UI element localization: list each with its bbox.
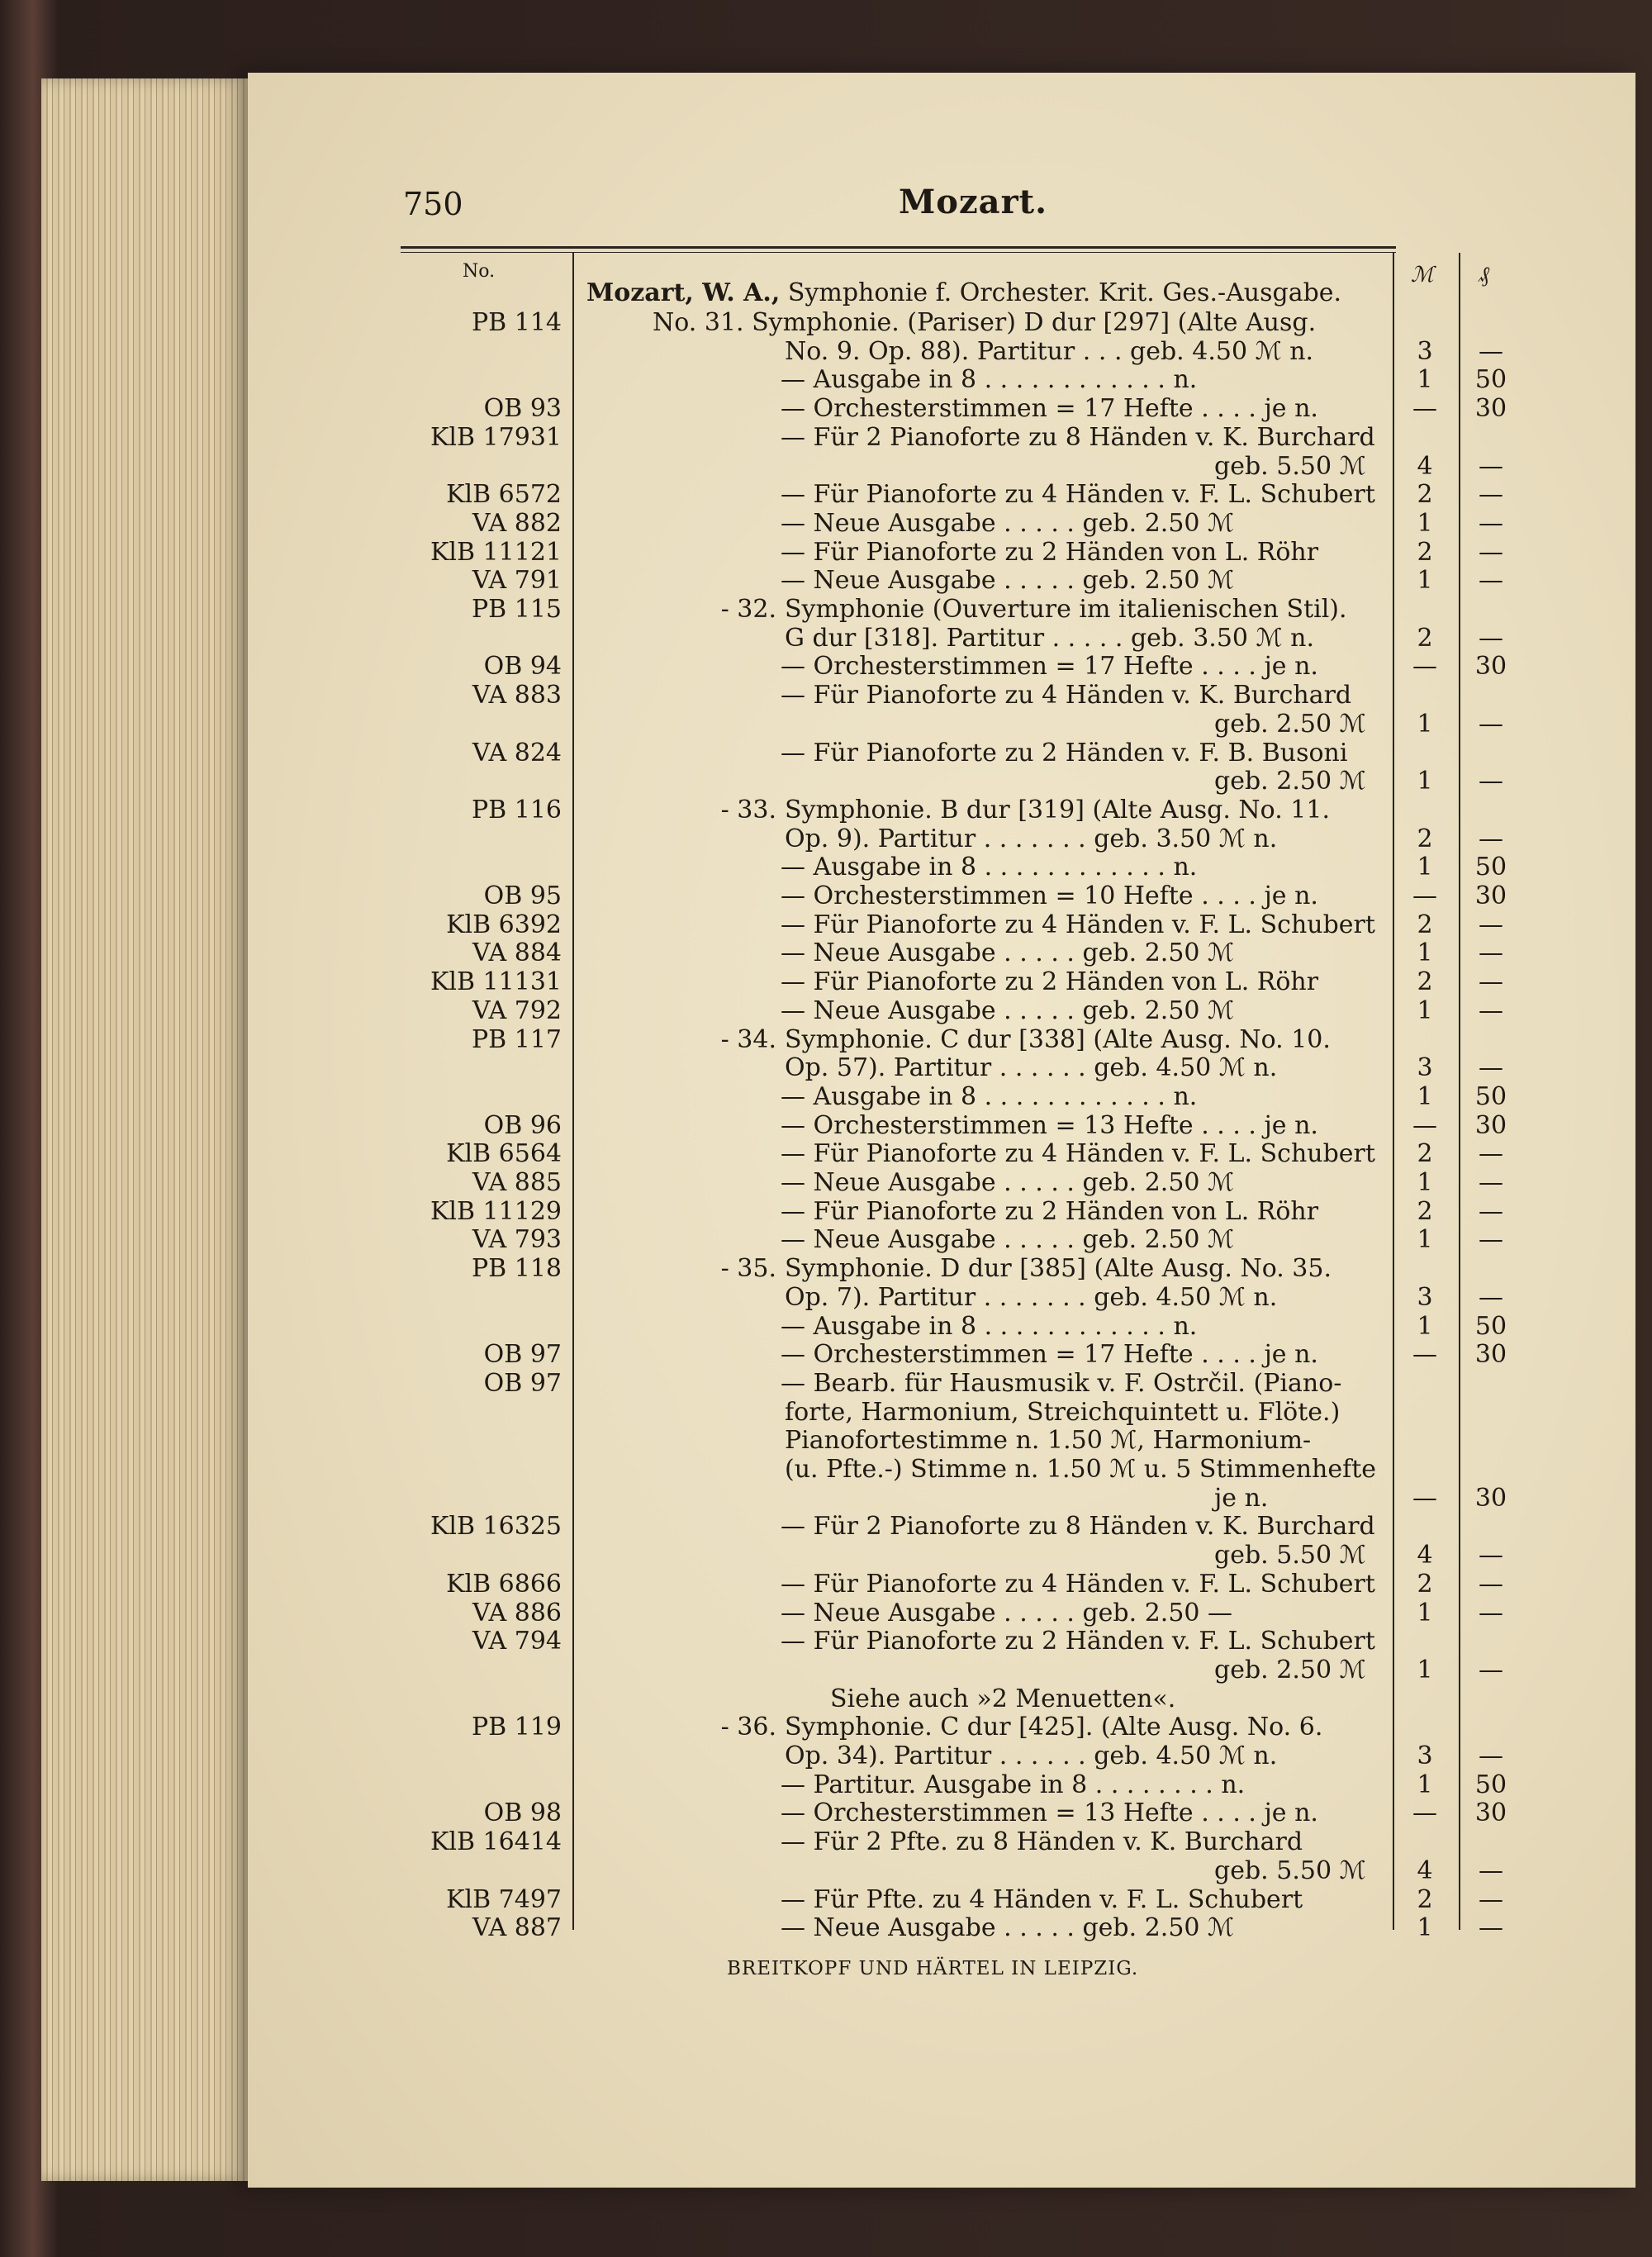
price-mark: 1 <box>1417 767 1433 796</box>
price-mark: 3 <box>1417 1053 1433 1082</box>
price-mark: 2 <box>1417 910 1433 939</box>
price-mark: 4 <box>1417 452 1433 481</box>
entry-description: — Für Pianoforte zu 2 Händen von L. Röhr <box>781 538 1319 567</box>
catalog-number: VA 883 <box>472 681 562 710</box>
symphony-number: - 36. <box>720 1713 776 1741</box>
column-header-pf: ₰ <box>1479 263 1489 287</box>
entry-description: G dur [318]. Partitur . . . . . geb. 3.50 ℳ n. <box>785 624 1315 653</box>
composer-name: Mozart, W. A., <box>586 278 781 307</box>
catalog-number: KlB 11121 <box>430 538 562 567</box>
entry-description: — Für Pianoforte zu 4 Händen v. F. L. Schubert <box>781 1570 1375 1599</box>
price-pfennig: 30 <box>1474 1798 1507 1827</box>
price-pfennig: — <box>1479 1139 1503 1168</box>
entry-description: — Ausgabe in 8 . . . . . . . . . . . . n. <box>781 1312 1198 1341</box>
price-pfennig: — <box>1479 1225 1503 1254</box>
entry-description: (u. Pfte.-) Stimme n. 1.50 ℳ u. 5 Stimmenhefte <box>785 1455 1377 1484</box>
price-pfennig: — <box>1479 1741 1503 1770</box>
price-pfennig: 30 <box>1474 881 1507 910</box>
catalog-number: OB 96 <box>483 1111 562 1140</box>
price-mark: — <box>1412 1111 1437 1140</box>
price-mark: — <box>1412 652 1437 681</box>
catalog-number: KlB 16414 <box>430 1827 562 1856</box>
price-pfennig: — <box>1479 1053 1503 1082</box>
price-mark: 1 <box>1417 365 1433 394</box>
entry-description: geb. 5.50 ℳ <box>1214 1541 1366 1570</box>
catalog-number: PB 118 <box>471 1254 562 1283</box>
entry-description: Symphonie. C dur [338] (Alte Ausg. No. 10. <box>785 1025 1331 1054</box>
catalog-number: VA 794 <box>472 1627 562 1656</box>
heading-text: Symphonie f. Orchester. Krit. Ges.-Ausgabe. <box>787 278 1342 307</box>
entry-description: No. 9. Op. 88). Partitur . . . geb. 4.50 ℳ n. <box>785 337 1314 366</box>
catalog-number: VA 793 <box>472 1225 562 1254</box>
entry-description: — Für Pianoforte zu 2 Händen v. F. B. Busoni <box>781 739 1348 767</box>
entry-description: — Neue Ausgabe . . . . . geb. 2.50 ℳ <box>781 1913 1235 1942</box>
symphony-number: - 34. <box>720 1025 776 1054</box>
price-mark: 2 <box>1417 1139 1433 1168</box>
catalog-number: KlB 7497 <box>446 1885 562 1914</box>
price-pfennig: 50 <box>1474 1770 1507 1799</box>
price-pfennig: — <box>1479 710 1503 739</box>
entry-description: Symphonie (Ouverture im italienischen Stil). <box>785 595 1347 624</box>
price-pfennig: — <box>1479 452 1503 481</box>
entry-description: Op. 57). Partitur . . . . . . geb. 4.50 ℳ n. <box>785 1053 1278 1082</box>
catalog-number: PB 119 <box>471 1713 562 1741</box>
entry-description: — Neue Ausgabe . . . . . geb. 2.50 ℳ <box>781 996 1235 1025</box>
entry-description: — Für Pianoforte zu 4 Händen v. F. L. Schubert <box>781 910 1375 939</box>
entry-description: Symphonie. B dur [319] (Alte Ausg. No. 11. <box>785 796 1330 824</box>
catalog-number: OB 97 <box>483 1369 562 1398</box>
price-pfennig: — <box>1479 1885 1503 1914</box>
entry-description: — Für Pfte. zu 4 Händen v. F. L. Schubert <box>781 1885 1303 1914</box>
entry-description: — Neue Ausgabe . . . . . geb. 2.50 ℳ <box>781 509 1235 538</box>
price-pfennig: — <box>1479 1283 1503 1312</box>
catalog-number: OB 95 <box>483 881 562 910</box>
catalog-number: KlB 6564 <box>446 1139 562 1168</box>
entry-description: geb. 2.50 ℳ <box>1214 710 1366 739</box>
price-mark: 2 <box>1417 1885 1433 1914</box>
price-pfennig: — <box>1479 1197 1503 1226</box>
catalog-number: PB 117 <box>471 1025 562 1054</box>
entry-description: — Orchesterstimmen = 13 Hefte . . . . je n. <box>781 1798 1318 1827</box>
catalog-number: KlB 11131 <box>430 967 562 996</box>
entry-description: — Neue Ausgabe . . . . . geb. 2.50 ℳ <box>781 566 1235 595</box>
price-mark: 2 <box>1417 1197 1433 1226</box>
entry-description: — Neue Ausgabe . . . . . geb. 2.50 ℳ <box>781 1225 1235 1254</box>
entry-description: — Orchesterstimmen = 17 Hefte . . . . je n. <box>781 652 1318 681</box>
entry-description: — Neue Ausgabe . . . . . geb. 2.50 — <box>781 1599 1233 1627</box>
price-pfennig: 30 <box>1474 1484 1507 1513</box>
price-mark: — <box>1412 1484 1437 1513</box>
price-pfennig: — <box>1479 1856 1503 1885</box>
price-mark: 2 <box>1417 624 1433 653</box>
price-pfennig: — <box>1479 1913 1503 1942</box>
price-mark: 3 <box>1417 337 1433 366</box>
entry-description: — Orchesterstimmen = 13 Hefte . . . . je n. <box>781 1111 1318 1140</box>
price-pfennig: 30 <box>1474 652 1507 681</box>
catalog-number: OB 94 <box>483 652 562 681</box>
price-mark: 1 <box>1417 509 1433 538</box>
catalog-number: OB 98 <box>483 1798 562 1827</box>
catalog-number: KlB 6392 <box>446 910 562 939</box>
catalog-number: VA 882 <box>472 509 562 538</box>
price-mark: 1 <box>1417 710 1433 739</box>
price-mark: — <box>1412 1340 1437 1369</box>
entry-description: Op. 34). Partitur . . . . . . geb. 4.50 ℳ n. <box>785 1741 1278 1770</box>
price-mark: 4 <box>1417 1856 1433 1885</box>
entry-description: — Für Pianoforte zu 2 Händen v. F. L. Schubert <box>781 1627 1375 1656</box>
price-pfennig: — <box>1479 1570 1503 1599</box>
price-mark: 2 <box>1417 480 1433 509</box>
price-pfennig: — <box>1479 996 1503 1025</box>
price-pfennig: — <box>1479 967 1503 996</box>
entry-description: — Für 2 Pfte. zu 8 Händen v. K. Burchard <box>781 1827 1303 1856</box>
entry-description: — Partitur. Ausgabe in 8 . . . . . . . . n. <box>781 1770 1246 1799</box>
price-mark: 3 <box>1417 1741 1433 1770</box>
catalog-number: VA 884 <box>472 938 562 967</box>
entry-description: geb. 5.50 ℳ <box>1214 452 1366 481</box>
price-pfennig: — <box>1479 910 1503 939</box>
price-pfennig: — <box>1479 1599 1503 1627</box>
entry-description: — Orchesterstimmen = 17 Hefte . . . . je n. <box>781 1340 1318 1369</box>
entry-description: geb. 2.50 ℳ <box>1214 767 1366 796</box>
price-pfennig: 50 <box>1474 1082 1507 1111</box>
price-mark: 1 <box>1417 938 1433 967</box>
price-pfennig: 50 <box>1474 853 1507 881</box>
entry-description: — Orchesterstimmen = 17 Hefte . . . . je n. <box>781 394 1318 423</box>
price-pfennig: 30 <box>1474 1340 1507 1369</box>
price-pfennig: 50 <box>1474 365 1507 394</box>
entry-description: geb. 5.50 ℳ <box>1214 1856 1366 1885</box>
entry-description: — Für Pianoforte zu 4 Händen v. F. L. Schubert <box>781 480 1375 509</box>
entry-description: — Für Pianoforte zu 4 Händen v. F. L. Schubert <box>781 1139 1375 1168</box>
entry-description: — Ausgabe in 8 . . . . . . . . . . . . n. <box>781 365 1198 394</box>
page-edges <box>41 78 256 2181</box>
entry-description: Op. 7). Partitur . . . . . . . geb. 4.50 ℳ n. <box>785 1283 1278 1312</box>
entry-description: Symphonie. D dur [385] (Alte Ausg. No. 35. <box>785 1254 1332 1283</box>
price-mark: 1 <box>1417 1312 1433 1341</box>
price-pfennig: — <box>1479 824 1503 853</box>
entry-description: je n. <box>1214 1484 1269 1513</box>
entry-description: — Ausgabe in 8 . . . . . . . . . . . . n. <box>781 853 1198 881</box>
catalog-number: OB 97 <box>483 1340 562 1369</box>
catalog-number: VA 887 <box>472 1913 562 1942</box>
entry-description: — Neue Ausgabe . . . . . geb. 2.50 ℳ <box>781 1168 1235 1197</box>
entry-description: geb. 2.50 ℳ <box>1214 1656 1366 1684</box>
page-number: 750 <box>403 186 463 222</box>
price-pfennig: 50 <box>1474 1312 1507 1341</box>
price-mark: 2 <box>1417 824 1433 853</box>
price-mark: 4 <box>1417 1541 1433 1570</box>
catalog-number: VA 791 <box>472 566 562 595</box>
price-mark: 1 <box>1417 1225 1433 1254</box>
price-pfennig: — <box>1479 1541 1503 1570</box>
price-mark: 2 <box>1417 1570 1433 1599</box>
price-pfennig: — <box>1479 566 1503 595</box>
price-mark: 3 <box>1417 1283 1433 1312</box>
price-pfennig: 30 <box>1474 394 1507 423</box>
catalog-number: KlB 17931 <box>430 423 562 452</box>
entry-description: — Für Pianoforte zu 4 Händen v. K. Burchard <box>781 681 1352 710</box>
publisher-footer: BREITKOPF UND HÄRTEL IN LEIPZIG. <box>727 1958 1139 1979</box>
column-header-mark: ℳ <box>1411 263 1434 287</box>
price-mark: — <box>1412 1798 1437 1827</box>
entry-description: forte, Harmonium, Streichquintett u. Flöte.) <box>785 1398 1341 1427</box>
composer-heading <box>586 278 1578 307</box>
catalog-number: VA 885 <box>472 1168 562 1197</box>
price-mark: 1 <box>1417 1656 1433 1684</box>
price-mark: — <box>1412 881 1437 910</box>
catalog-number: PB 114 <box>471 308 562 337</box>
price-mark: 1 <box>1417 566 1433 595</box>
price-mark: — <box>1412 394 1437 423</box>
catalog-number: PB 115 <box>471 595 562 624</box>
price-pfennig: — <box>1479 337 1503 366</box>
entry-description: Pianofortestimme n. 1.50 ℳ, Harmonium- <box>785 1426 1312 1455</box>
catalog-number: KlB 6572 <box>446 480 562 509</box>
column-header-no: No. <box>463 261 496 282</box>
entry-description: — Ausgabe in 8 . . . . . . . . . . . . n. <box>781 1082 1198 1111</box>
header-rule <box>401 246 1396 249</box>
page-title: Mozart. <box>899 183 1048 221</box>
price-mark: 2 <box>1417 538 1433 567</box>
price-mark: 1 <box>1417 1770 1433 1799</box>
entry-description: — Für Pianoforte zu 2 Händen von L. Röhr <box>781 967 1319 996</box>
column-divider-no <box>572 253 574 1930</box>
price-pfennig: — <box>1479 480 1503 509</box>
catalog-number: VA 886 <box>472 1599 562 1627</box>
catalog-number: OB 93 <box>483 394 562 423</box>
entry-description: — Orchesterstimmen = 10 Hefte . . . . je n. <box>781 881 1318 910</box>
entry-description: Op. 9). Partitur . . . . . . . geb. 3.50 ℳ n. <box>785 824 1278 853</box>
price-pfennig: 30 <box>1474 1111 1507 1140</box>
symphony-number: - 35. <box>720 1254 776 1283</box>
price-mark: 1 <box>1417 853 1433 881</box>
entry-description: — Für 2 Pianoforte zu 8 Händen v. K. Burchard <box>781 1512 1375 1541</box>
entry-description: Siehe auch »2 Menuetten«. <box>830 1684 1176 1713</box>
price-pfennig: — <box>1479 1168 1503 1197</box>
catalog-number: VA 824 <box>472 739 562 767</box>
entry-description: No. 31. Symphonie. (Pariser) D dur [297] (Alte Ausg. <box>653 308 1317 337</box>
entry-description: — Für Pianoforte zu 2 Händen von L. Röhr <box>781 1197 1319 1226</box>
entry-description: — Bearb. für Hausmusik v. F. Ostrčil. (Piano- <box>781 1369 1342 1398</box>
price-mark: 2 <box>1417 967 1433 996</box>
header-rule-thin <box>401 252 1396 253</box>
price-pfennig: — <box>1479 1656 1503 1684</box>
price-pfennig: — <box>1479 538 1503 567</box>
price-mark: 1 <box>1417 996 1433 1025</box>
price-pfennig: — <box>1479 938 1503 967</box>
price-pfennig: — <box>1479 624 1503 653</box>
price-pfennig: — <box>1479 767 1503 796</box>
symphony-number: - 33. <box>720 796 776 824</box>
catalog-number: PB 116 <box>471 796 562 824</box>
price-mark: 1 <box>1417 1913 1433 1942</box>
catalog-number: KlB 6866 <box>446 1570 562 1599</box>
price-mark: 1 <box>1417 1082 1433 1111</box>
catalog-number: KlB 11129 <box>430 1197 562 1226</box>
price-mark: 1 <box>1417 1168 1433 1197</box>
entry-description: — Neue Ausgabe . . . . . geb. 2.50 ℳ <box>781 938 1235 967</box>
price-pfennig: — <box>1479 509 1503 538</box>
entry-description: Symphonie. C dur [425]. (Alte Ausg. No. 6. <box>785 1713 1323 1741</box>
entry-description: — Für 2 Pianoforte zu 8 Händen v. K. Burchard <box>781 423 1375 452</box>
catalog-number: KlB 16325 <box>430 1512 562 1541</box>
symphony-number: - 32. <box>720 595 776 624</box>
price-mark: 1 <box>1417 1599 1433 1627</box>
catalog-number: VA 792 <box>472 996 562 1025</box>
